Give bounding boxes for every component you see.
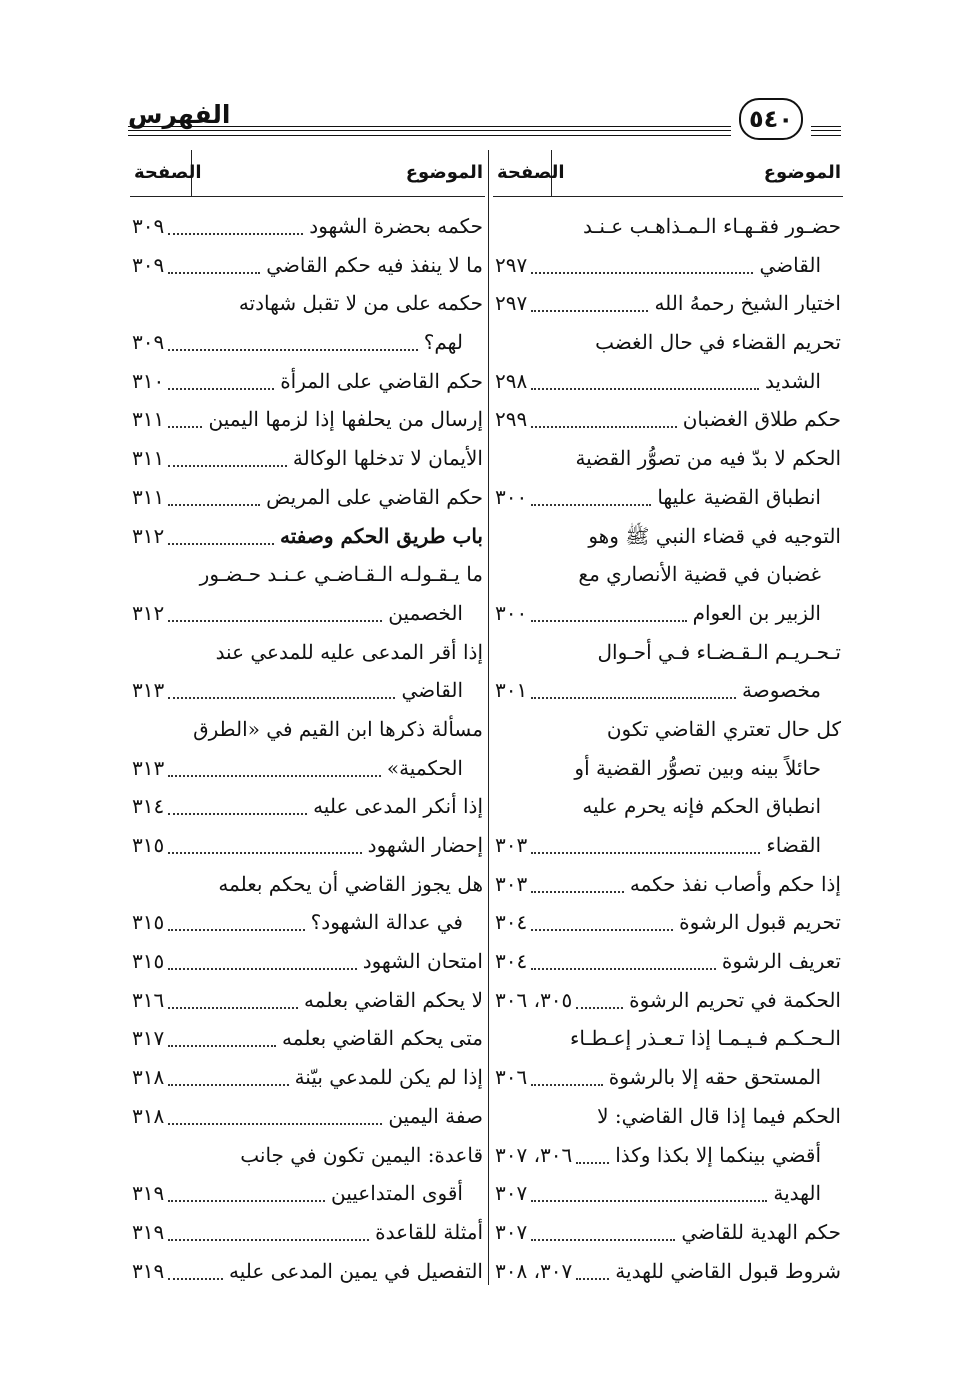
entry-page: ٣١٢ [132,523,165,548]
entry-topic: الهدية [773,1181,821,1206]
dot-leader [168,813,307,815]
entry-topic: التوجيه في قضاء النبي ﷺ وهو [588,523,841,548]
entry-page: ٣١٨ [132,1065,165,1090]
entry-page: ٣١٨ [132,1103,165,1128]
dot-leader [531,1200,767,1202]
entry-page: ٣٠٩ [132,330,165,355]
entry-topic: حكم القاضي على المرأة [280,368,483,393]
entry-topic: إذا أنكر المدعى عليه [313,794,483,819]
index-entry [493,246,843,285]
entry-page: ٣١١ [132,446,165,471]
index-entry [493,865,843,904]
index-entry [493,323,843,362]
entry-page: ٣٠٠ [495,484,528,509]
dot-leader [531,852,760,854]
dot-leader [531,891,624,893]
header-rule [128,135,731,136]
entry-page: ٣١٥ [132,910,165,935]
entry-topic: حكمه بحضرة الشهود [309,214,483,238]
dot-leader [531,426,677,428]
dot-leader [168,388,274,390]
index-entry [493,517,843,556]
entry-topic: أقوى المتداعيين [331,1181,463,1206]
dot-leader [168,968,357,970]
entry-page: ٣١٩ [132,1258,165,1283]
entry-topic: مسألة ذكرها ابن القيم في «الطرق [193,716,483,741]
entry-page: ٣٠٦، ٣٠٧ [495,1142,573,1167]
column-header [493,150,843,197]
entry-topic: الزبير بن العوام [692,600,821,625]
index-entry [130,439,485,478]
index-entry [493,284,843,323]
index-entry [493,1097,843,1136]
entry-topic: حكم الهدية للقاضي [681,1219,841,1244]
dot-leader [168,1123,382,1125]
entry-page: ٣١٠ [132,368,165,393]
entry-topic: لهم؟ [423,330,463,355]
right-column [493,150,843,1290]
entry-topic: الحكمة في تحريم الرشوة [629,987,841,1012]
dot-leader [531,504,651,506]
dot-leader [531,620,687,622]
entry-page: ٣١٤ [132,794,165,819]
entry-topic: تحريم القضاء في حال الغضب [595,330,841,355]
entry-topic: لا يحكم القاضي بعلمه [304,987,483,1012]
dot-leader [168,620,382,622]
dot-leader [576,1278,609,1280]
index-entry [130,633,485,672]
index-entry [130,207,485,246]
entry-topic: القاضي [401,678,463,703]
dot-leader [576,1162,609,1164]
dot-leader [531,388,759,390]
entry-topic: الشديد [764,368,821,393]
entry-topic: هل يجوز القاضي أن يحكم بعلمه [218,871,483,896]
index-entry [493,671,843,710]
entry-topic: غضبان في قضية الأنصاري مع [578,562,821,587]
dot-leader [168,465,287,467]
dot-leader [168,1007,298,1009]
index-entry [493,710,843,749]
entry-topic: صفة اليمين [388,1103,483,1128]
entry-topic: قاعدة: اليمين تكون في جانب [240,1142,483,1167]
entry-page: ٢٩٨ [495,368,528,393]
entry-topic: إذا أقر المدعى عليه للمدعي عند [215,639,483,664]
index-entry [130,517,485,556]
entry-topic: اختيار الشيخ رحمهُ الله [654,291,841,316]
entry-page: ٣١٣ [132,678,165,703]
entry-topic: الـحـكـم فـيـمـا إذا تـعـذر إعـطـاء [570,1026,841,1051]
entry-topic: ما يـقـولـه الـقـاضـي عـنـد حـضـور [199,562,483,587]
header-rule [811,126,841,131]
entry-page: ٣٠٥، ٣٠٦ [495,987,573,1012]
dot-leader [168,929,305,931]
entry-topic: إرسال من يحلفها إذا لزمها اليمين [208,407,483,432]
entry-page: ٣١٥ [132,833,165,857]
entry-page: ٣١٧ [132,1026,165,1051]
index-entry [130,865,485,904]
column-header [130,150,485,197]
index-entries [493,197,843,1290]
entry-topic: أمثلة للقاعدة [375,1219,483,1244]
index-entry [130,1097,485,1136]
entry-topic: امتحان الشهود [362,949,483,974]
dot-leader [168,233,303,235]
entry-page: ٣٠٠ [495,600,528,625]
index-entries [130,197,485,1290]
entry-topic: التفصيل في يمين المدعى عليه [228,1258,483,1283]
entry-topic: الخصمين [388,600,463,625]
dot-leader [168,349,418,351]
index-entry [130,400,485,439]
entry-page: ٣٠٧ [495,1219,528,1244]
entry-page: ٣١١ [132,484,165,509]
index-entry [130,1019,485,1058]
index-entry [130,671,485,710]
index-entry [493,787,843,826]
dot-leader [531,1239,675,1241]
entry-page: ٣٠٤ [495,910,528,935]
entry-topic: متى يحكم القاضي بعلمه [282,1026,483,1051]
entry-topic: شروط قبول القاضي للهدية [615,1258,841,1283]
entry-page: ٢٩٧ [495,291,528,316]
index-entry [493,1174,843,1213]
index-entry [130,710,485,749]
page-header-label: الصفحة [134,162,202,183]
index-entry [130,942,485,981]
index-entry [493,594,843,633]
index-entry [493,439,843,478]
entry-topic: ما لا ينفذ فيه حكم القاضي [266,252,483,277]
entry-topic: حكم القاضي على المريض [266,484,483,509]
entry-topic: حضـور فقـهـاء الـمـذاهـب عـنـد [583,214,841,238]
entry-topic: تحريم قبول الرشوة [679,910,841,935]
header-rule [811,135,841,136]
topic-header: الموضوع [763,162,841,183]
left-column [130,150,485,1290]
dot-leader [168,1239,369,1241]
dot-leader [531,1084,603,1086]
entry-topic: أقضي بينكما إلا بكذا وكذا [615,1142,821,1167]
index-entry [493,1019,843,1058]
entry-topic: المستحق حقه إلا بالرشوة [608,1065,821,1090]
entry-topic: مخصوصة [741,678,821,703]
entry-page: ٣١١ [132,407,165,432]
entry-page: ٣١٩ [132,1219,165,1244]
index-entry [130,1213,485,1252]
entry-topic: القاضي [759,252,821,277]
entry-page: ٣٠٩ [132,252,165,277]
entry-topic: حكمه على من لا تقبل شهادته [238,291,483,316]
entry-topic: كل حال تعتري القاضي تكون [606,716,841,741]
dot-leader [168,426,202,428]
entry-page: ٣٠٧، ٣٠٨ [495,1258,573,1283]
entry-page: ٣٠٣ [495,833,528,857]
entry-page: ٣١٦ [132,987,165,1012]
page-header-label: الصفحة [497,162,565,183]
dot-leader [168,543,274,545]
index-entry [493,633,843,672]
entry-topic: القضاء [766,833,821,857]
page-number: ٥٤٠ [739,98,803,140]
dot-leader [531,272,753,274]
entry-page: ٣١٢ [132,600,165,625]
dot-leader [168,852,362,854]
index-entry [130,1174,485,1213]
entry-topic: حكم طلاق الغضبان [682,407,841,432]
index-entry [493,1213,843,1252]
index-entry [130,1252,485,1291]
dot-leader [168,697,395,699]
index-entry [130,323,485,362]
dot-leader [531,968,716,970]
dot-leader [576,1007,623,1009]
dot-leader [168,775,381,777]
entry-topic: تـحـريـم الـقـضـاء فـي أحـوال [597,639,841,664]
topic-header: الموضوع [405,162,483,183]
entry-page: ٣٠٣ [495,871,528,896]
index-entry [130,749,485,788]
entry-page: ٣١٣ [132,755,165,780]
dot-leader [168,272,260,274]
index-entry [130,826,485,865]
entry-page: ٣٠٩ [132,214,165,238]
index-entry [493,1136,843,1175]
column-divider [488,150,489,1285]
dot-leader [531,929,673,931]
entry-page: ٣١٩ [132,1181,165,1206]
index-entry [493,981,843,1020]
index-entry [493,478,843,517]
entry-topic: باب طريق الحكم وصفته [279,523,483,548]
entry-topic: تعريف الرشوة [721,949,841,974]
index-entry [130,555,485,594]
entry-topic: حائلاً بينه وبين تصوُّر القضية أو [574,755,821,780]
entry-topic: الحكمية» [386,755,463,780]
index-entry [130,594,485,633]
index-entry [493,749,843,788]
entry-topic: انطباق الحكم فإنه يحرم عليه [582,794,821,819]
index-entry [130,1058,485,1097]
index-entry [130,284,485,323]
index-entry [130,903,485,942]
entry-topic: الأيمان لا تدخلها الوكالة [292,446,483,471]
header-title: الفهرس [128,100,231,129]
page-header [128,94,841,146]
entry-page: ٣٠٦ [495,1065,528,1090]
entry-page: ٢٩٩ [495,407,528,432]
index-entry [130,246,485,285]
dot-leader [168,1200,325,1202]
dot-leader [168,1278,223,1280]
index-entry [493,1252,843,1291]
index-entry [130,362,485,401]
dot-leader [531,697,736,699]
dot-leader [168,1084,289,1086]
index-entry [493,207,843,246]
entry-page: ٣١٥ [132,949,165,974]
index-entry [493,942,843,981]
entry-page: ٢٩٧ [495,252,528,277]
entry-topic: انطباق القضية عليها [657,484,821,509]
entry-page: ٣٠٤ [495,949,528,974]
entry-topic: إذا لم يكن للمدعي بيّنة [294,1065,483,1090]
dot-leader [168,1045,276,1047]
entry-page: ٣٠٧ [495,1181,528,1206]
index-entry [493,1058,843,1097]
index-entry [130,1136,485,1175]
index-entry [130,787,485,826]
index-entry [493,400,843,439]
index-entry [130,478,485,517]
dot-leader [168,504,260,506]
index-entry [493,362,843,401]
index-entry [130,981,485,1020]
entry-topic: الحكم فيما إذا قال القاضي: لا [597,1103,841,1128]
entry-topic: في عدالة الشهود؟ [310,910,463,935]
index-entry [493,826,843,865]
entry-page: ٣٠١ [495,678,528,703]
dot-leader [531,310,648,312]
index-entry [493,555,843,594]
entry-topic: الحكم لا بدّ فيه من تصوُّر القضية [575,446,841,471]
entry-topic: إحضار الشهود [367,833,483,857]
entry-topic: إذا حكم وأصاب نفذ حكمه [629,871,841,896]
index-entry [493,903,843,942]
